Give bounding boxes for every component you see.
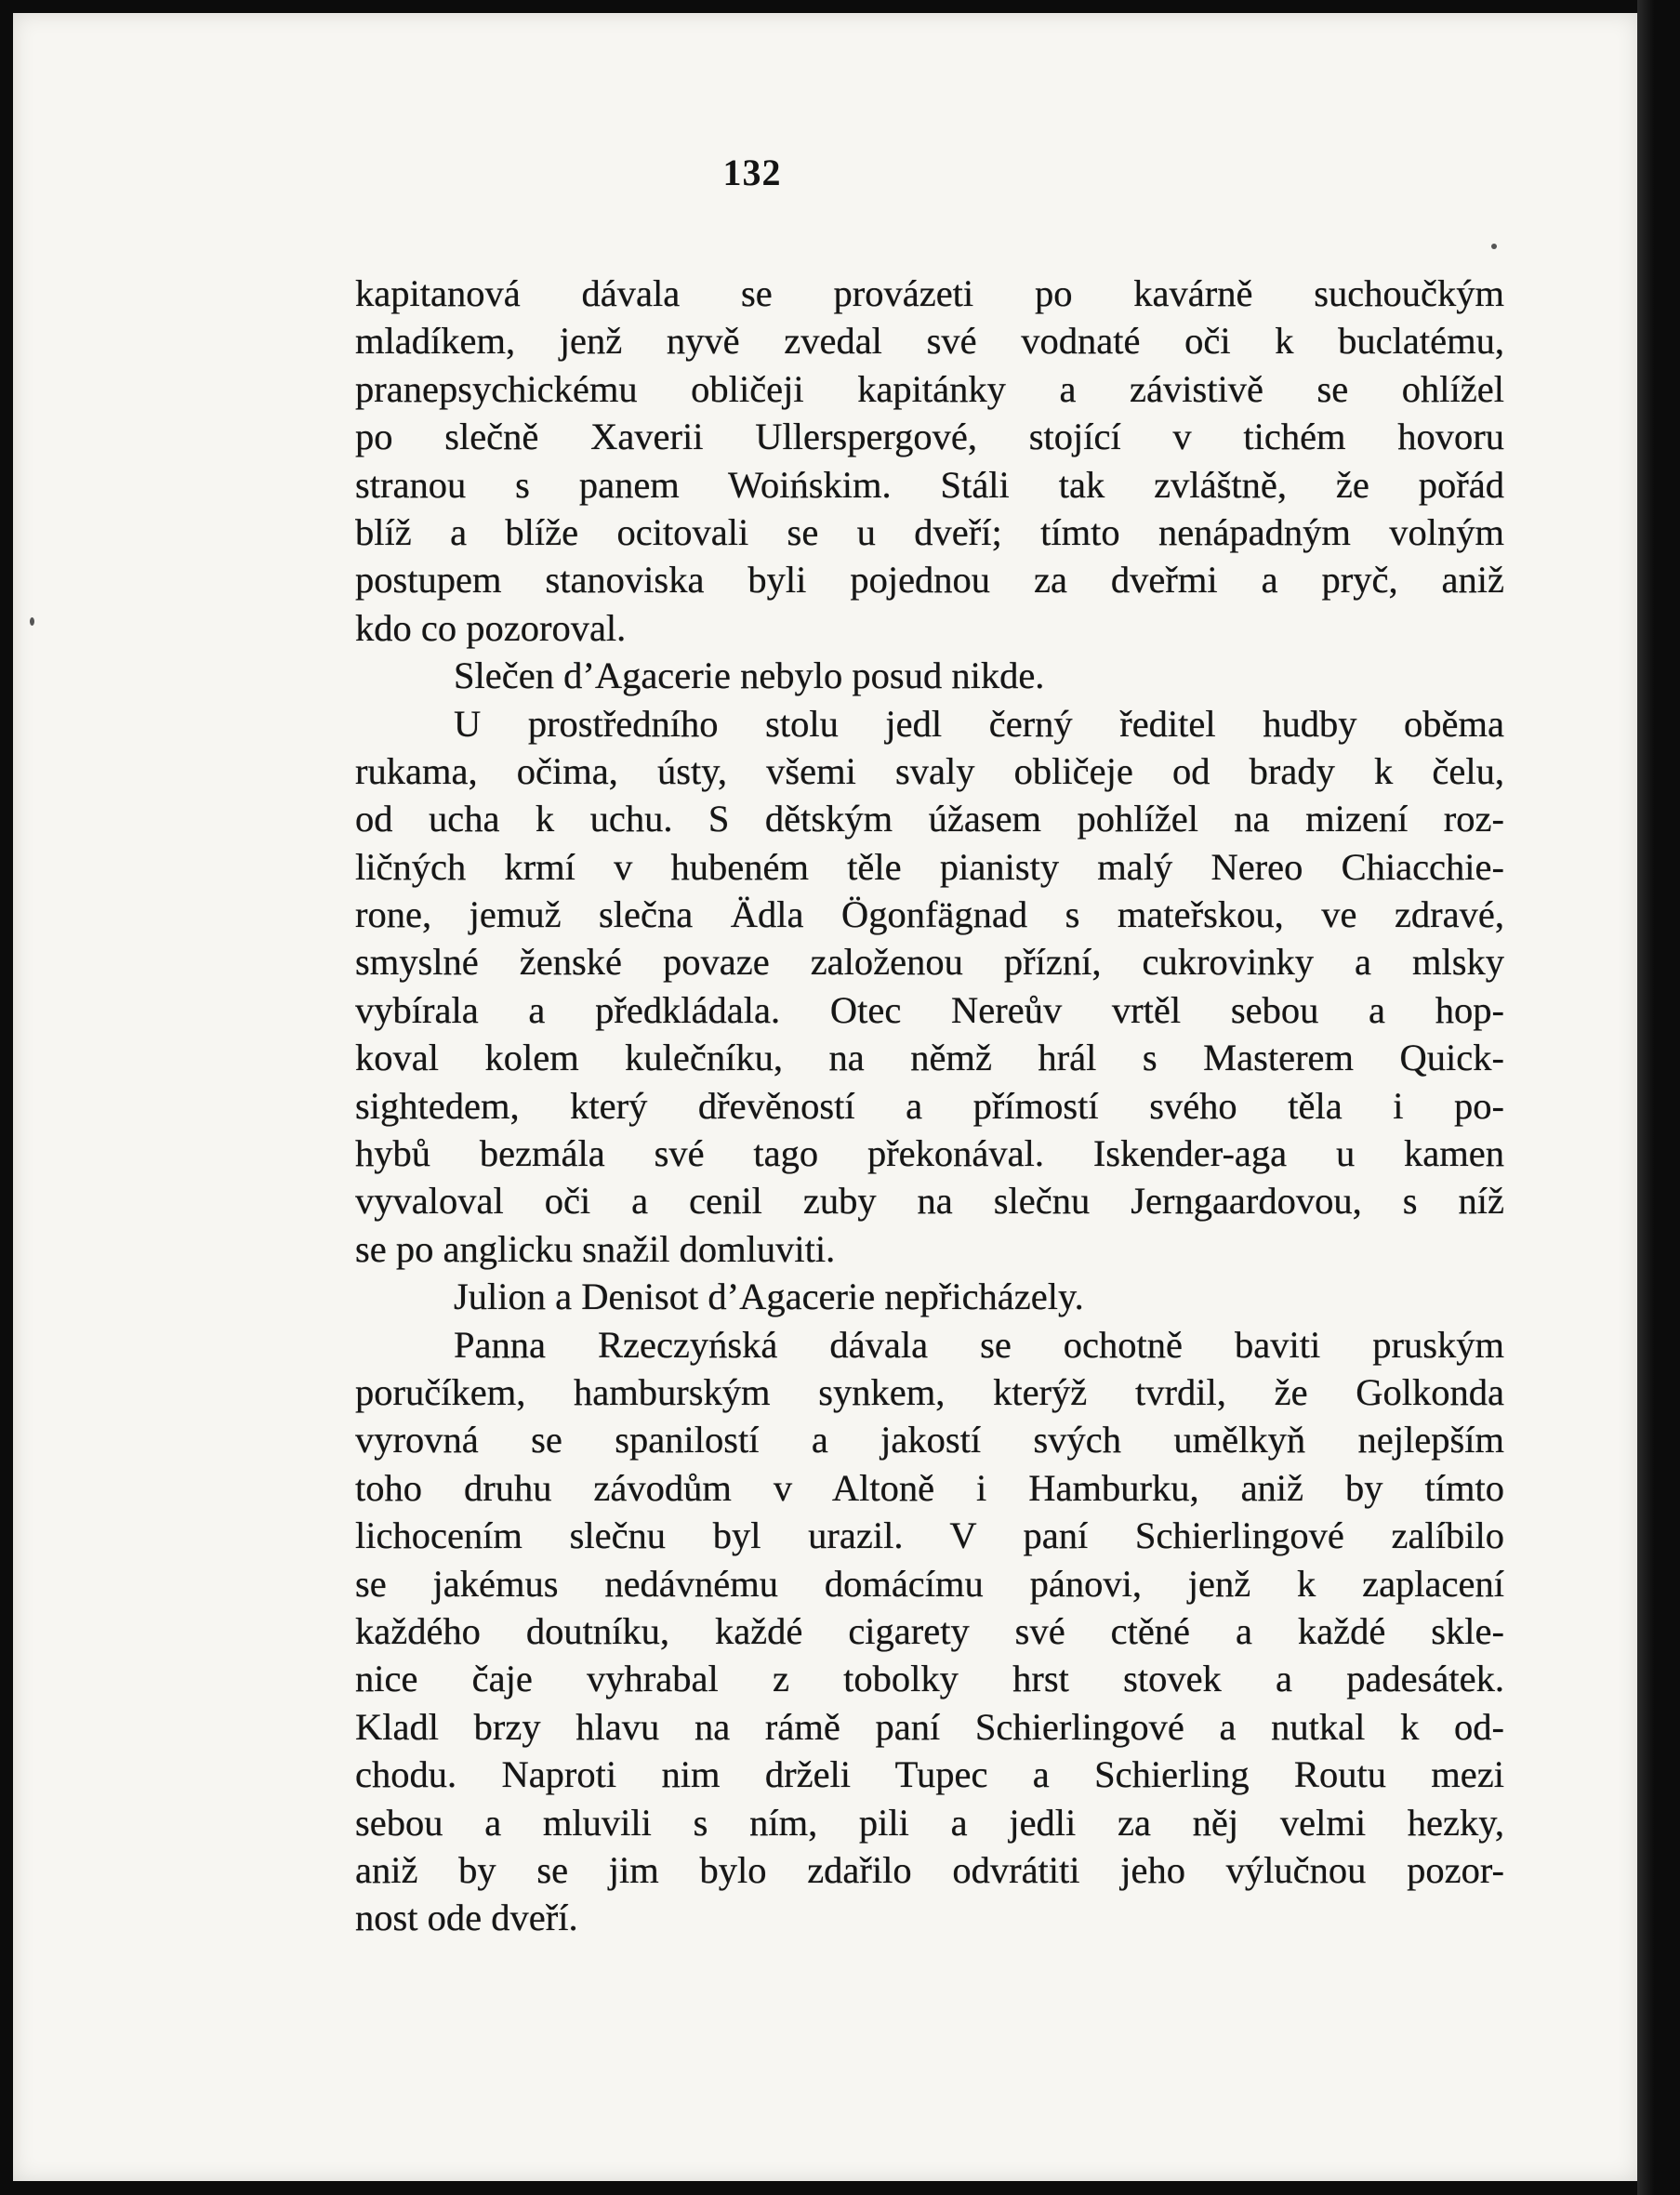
text-line: Julion a Denisot d’Agacerie nepřicházely.: [454, 1276, 1084, 1318]
text-line: nice čaje vyhrabal z tobolky hrst stovek a padesátek.: [355, 1658, 1504, 1700]
text-line: vyrovná se spanilostí a jakostí svých umělkyň nejlepším: [355, 1419, 1504, 1461]
text-line: lichocením slečnu byl urazil. V paní Schierlingové zalíbilo: [355, 1514, 1504, 1557]
text-line: po slečně Xaverii Ullerspergové, stojící v tichém hovoru: [355, 416, 1504, 458]
text-line: koval kolem kulečníku, na němž hrál s Masterem Quick-: [355, 1037, 1504, 1079]
scan-speck: [30, 617, 34, 626]
text-line: smyslné ženské povaze založenou přízní, cukrovinky a mlsky: [355, 941, 1504, 984]
text-line: poručíkem, hamburským synkem, kterýž tvrdil, že Golkonda: [355, 1370, 1504, 1413]
text-line: od ucha k uchu. S dětským úžasem pohlížel na mizení roz-: [355, 798, 1504, 840]
text-line: sightedem, který dřevěností a přímostí svého těla i po-: [355, 1084, 1504, 1127]
text-line: Slečen d’Agacerie nebylo posud nikde.: [454, 655, 1045, 697]
text-line: vyvaloval oči a cenil zuby na slečnu Jerngaardovou, s níž: [355, 1180, 1504, 1223]
text-line: pranepsychickému obličeji kapitánky a závistivě se ohlížel: [355, 367, 1504, 410]
text-line: stranou s panem Woińskim. Stáli tak zvláštně, že pořád: [355, 463, 1504, 506]
text-line: kapitanová dávala se provázeti po kavárně suchoučkým: [355, 272, 1504, 314]
text-line: blíž a blíže ocitovali se u dveří; tímto nenápadným volným: [355, 510, 1504, 553]
text-line: sebou a mluvili s ním, pili a jedli za něj velmi hezky,: [355, 1801, 1504, 1844]
text-line: chodu. Naproti nim drželi Tupec a Schierling Routu mezi: [355, 1753, 1504, 1796]
text-line: toho druhu závodům v Altoně i Hamburku, aniž by tímto: [355, 1466, 1504, 1509]
text-line: rone, jemuž slečna Ädla Ögonfägnad s mateřskou, ve zdravé,: [355, 893, 1504, 936]
text-line: Kladl brzy hlavu na rámě paní Schierlingové a nutkal k od-: [355, 1705, 1504, 1748]
text-line: postupem stanoviska byli pojednou za dveřmi a pryč, aniž: [355, 559, 1504, 602]
scan-speck: [1491, 244, 1497, 249]
text-line: kdo co pozoroval.: [355, 606, 627, 649]
text-line: se po anglicku snažil domluviti.: [355, 1227, 836, 1270]
text-line: každého doutníku, každé cigarety své ctěné a každé skle-: [355, 1609, 1504, 1652]
body-text: [355, 270, 1504, 1942]
text-line: rukama, očima, ústy, všemi svaly obličeje od brady k čelu,: [355, 749, 1504, 792]
page-number: 132: [722, 152, 782, 193]
text-line: vybírala a předkládala. Otec Nereův vrtěl sebou a hop-: [355, 988, 1504, 1031]
text-line: se jakémus nedávnému domácímu pánovi, jenž k zaplacení: [355, 1562, 1504, 1605]
text-line: ličných krmí v hubeném těle pianisty malý Nereo Chiacchie-: [355, 845, 1504, 888]
text-line: aniž by se jim bylo zdařilo odvrátiti jeho výlučnou pozor-: [355, 1848, 1504, 1891]
text-line: U prostředního stolu jedl černý ředitel hudby oběma: [454, 702, 1504, 745]
text-line: mladíkem, jenž nyvě zvedal své vodnaté oči k buclatému,: [355, 320, 1504, 363]
text-line: Panna Rzeczyńská dávala se ochotně baviti pruským: [454, 1323, 1504, 1366]
book-page: [13, 13, 1638, 2181]
text-line: hybů bezmála své tago překonával. Iskender-aga u kamen: [355, 1132, 1504, 1175]
scan-edge: [1637, 0, 1680, 2195]
text-line: nost ode dveří.: [355, 1897, 578, 1939]
